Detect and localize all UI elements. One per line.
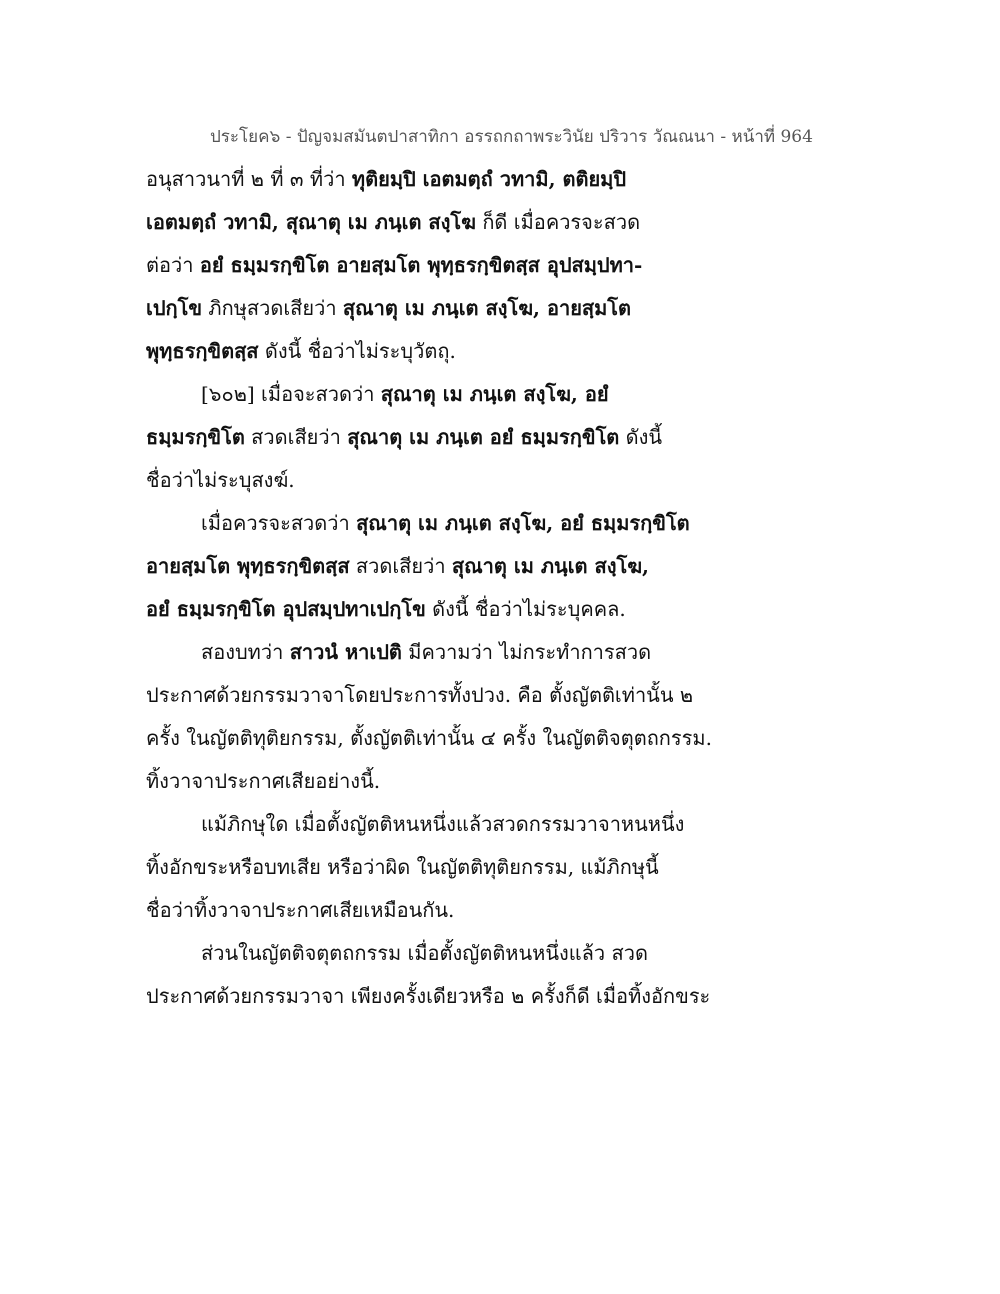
text-segment: สวดเสียว่า [244,425,348,449]
pali-term: สุณาตุ เม ภนฺเต สงฺโฆ, อยํ [380,382,609,406]
text-segment: เมื่อควรจะสวดว่า [201,511,357,535]
pali-term: เอตมตฺถํ วทามิ, สุณาตุ เม ภนฺเต สงฺโฆ [146,210,476,234]
pali-term: สาวนํ หาเปติ [289,640,402,664]
pali-term: สุณาตุ เม ภนฺเต อยํ ธมฺมรกฺขิโต [347,425,620,449]
pali-term: อายสฺมโต พุทฺธรกฺขิตสฺส [146,554,350,578]
text-line [146,588,706,631]
text-line [146,287,706,330]
text-segment: แม้ภิกษุใด เมื่อตั้งญัตติหนหนึ่งแล้วสวดกรรมวาจาหนหนึ่ง [201,812,685,836]
text-segment: ดังนี้ ชื่อว่าไม่ระบุวัตถุ. [258,339,456,363]
pali-term: พุทฺธรกฺขิตสฺส [146,339,259,363]
text-segment: สวดเสียว่า [349,554,452,578]
pali-term: เปกฺโข [146,296,203,320]
text-line [146,631,706,674]
text-segment: ชื่อว่าทิ้งวาจาประกาศเสียเหมือนกัน. [146,898,455,922]
text-line [146,975,711,1018]
pali-term: สุณาตุ เม ภนฺเต สงฺโฆ, อยํ ธมฺมรกฺขิโต [356,511,690,535]
text-line [146,803,706,846]
text-segment: ทิ้งอักขระหรือบทเสีย หรือว่าผิด ในญัตติทุติยกรรม, แม้ภิกษุนี้ [146,855,659,879]
text-segment: ประกาศด้วยกรรมวาจาโดยประการทั้งปวง. คือ ตั้งญัตติเท่านั้น ๒ [146,683,694,707]
text-line [146,416,706,459]
text-line [146,502,706,545]
text-line [146,846,706,889]
text-line [146,244,706,287]
text-line [146,674,706,717]
text-segment: [๖๐๒] เมื่อจะสวดว่า [201,382,381,406]
text-line [146,545,706,588]
pali-term: ธมฺมรกฺขิโต [146,425,245,449]
running-header: ประโยค๖ - ปัญจมสมันตปาสาทิกา อรรถกถาพระวินัย ปริวาร วัณณนา - หน้าที่ 964 [210,127,813,147]
text-line [146,889,706,932]
text-segment: ประกาศด้วยกรรมวาจา เพียงครั้งเดียวหรือ ๒ ครั้งก็ดี เมื่อทิ้งอักขระ [146,984,711,1008]
pali-term: ทุติยมฺปิ เอตมตฺถํ วทามิ, ตติยมฺปิ [351,167,627,191]
text-segment: ก็ดี เมื่อควรจะสวด [475,210,641,234]
pali-term: สุณาตุ เม ภนฺเต สงฺโฆ, [451,554,650,578]
pali-term: สุณาตุ เม ภนฺเต สงฺโฆ, อายสฺมโต [342,296,632,320]
text-segment: ดังนี้ ชื่อว่าไม่ระบุคคล. [425,597,626,621]
text-segment: ดังนี้ [619,425,663,449]
text-segment: ชื่อว่าไม่ระบุสงฆ์. [146,468,295,492]
text-segment: มีความว่า ไม่กระทำการสวด [401,640,652,664]
text-line [146,373,706,416]
text-line [146,330,706,373]
text-segment: ทิ้งวาจาประกาศเสียอย่างนี้. [146,769,381,793]
text-line [146,158,706,201]
text-line [146,459,706,502]
text-segment: ภิกษุสวดเสียว่า [202,296,343,320]
text-line [146,717,712,760]
body-text [146,158,712,1018]
pali-term: อยํ ธมฺมรกฺขิโต อุปสมฺปทาเปกฺโข [146,597,426,621]
text-segment: สองบทว่า [201,640,290,664]
pali-term: อยํ ธมฺมรกฺขิโต อายสฺมโต พุทฺธรกฺขิตสฺส อุปสมฺปทา- [199,253,643,277]
text-line [146,932,706,975]
text-line [146,201,706,244]
text-segment: ครั้ง ในญัตติทุติยกรรม, ตั้งญัตติเท่านั้น ๔ ครั้ง ในญัตติจตุตถกรรม. [146,726,712,750]
text-line [146,760,706,803]
text-segment: ส่วนในญัตติจตุตถกรรม เมื่อตั้งญัตติหนหนึ่งแล้ว สวด [201,941,648,965]
text-segment: อนุสาวนาที่ ๒ ที่ ๓ ที่ว่า [146,167,352,191]
text-segment: ต่อว่า [146,253,200,277]
